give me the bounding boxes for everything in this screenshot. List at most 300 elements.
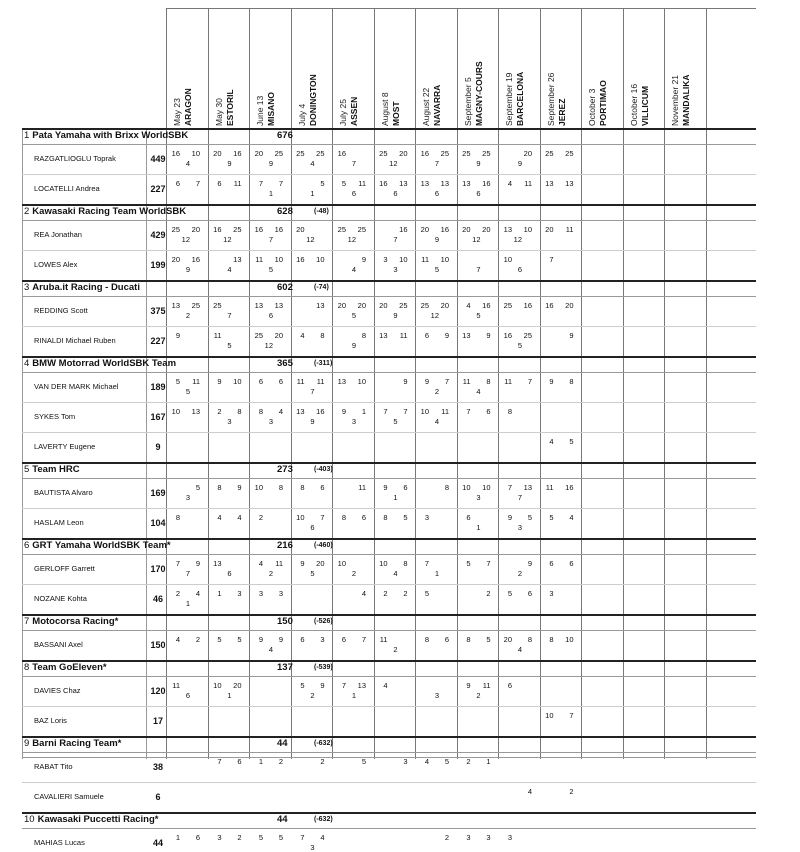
round-date: May 23 [172, 98, 182, 126]
team-label: Team GoEleven* [32, 662, 107, 673]
race-result: 20 [316, 559, 325, 568]
race-result: 9 [393, 311, 398, 320]
race-result: 2 [310, 691, 315, 700]
team-separator [22, 660, 756, 662]
race-result: 25 [482, 149, 491, 158]
round-header-label [338, 8, 372, 126]
race-result: 10 [565, 635, 574, 644]
race-result: 4 [424, 757, 429, 766]
race-result: 10 [191, 149, 200, 158]
race-result: 9 [268, 159, 273, 168]
race-result: 9 [300, 559, 305, 568]
team-name [24, 281, 140, 295]
round-date: October 3 [587, 88, 597, 126]
round-header-label [172, 8, 206, 126]
race-result: 9 [517, 159, 522, 168]
race-result: 8 [175, 513, 180, 522]
round-header-label [504, 8, 538, 126]
race-result: 1 [258, 757, 263, 766]
race-result: 5 [476, 311, 481, 320]
race-result: 4 [476, 387, 481, 396]
race-result: 5 [517, 341, 522, 350]
race-result: 10 [440, 255, 449, 264]
race-result: 5 [185, 387, 190, 396]
race-result: 2 [393, 645, 398, 654]
race-result: 25 [191, 301, 200, 310]
rider-name: RINALDI Michael Ruben [34, 336, 116, 345]
points-column-divider [146, 128, 147, 759]
rider-points: 150 [150, 640, 166, 650]
round-header-label [587, 8, 621, 126]
race-result: 1 [393, 493, 398, 502]
round-date: October 16 [628, 83, 639, 126]
race-result: 2 [278, 757, 283, 766]
race-result: 7 [300, 833, 305, 842]
race-result: 16 [316, 407, 325, 416]
team-gap: (-632) [314, 740, 333, 747]
race-result: 6 [278, 377, 283, 386]
race-result: 7 [424, 559, 429, 568]
race-result: 9 [237, 483, 242, 492]
race-result: 11 [358, 483, 366, 492]
team-name [24, 539, 171, 553]
race-result: 5 [466, 559, 471, 568]
race-result: 2 [195, 635, 200, 644]
race-result: 13 [274, 301, 283, 310]
rider-name: REA Jonathan [34, 230, 82, 239]
race-result: 13 [357, 681, 366, 690]
team-position: 4 [24, 358, 30, 369]
race-result: 12 [347, 235, 356, 244]
race-result: 7 [517, 493, 522, 502]
race-result: 25 [399, 301, 408, 310]
race-result: 16 [545, 301, 554, 310]
left-border [22, 128, 23, 759]
rider-name: NOZANE Kohta [34, 594, 87, 603]
rider-name: MAHIAS Lucas [34, 838, 85, 847]
rider-points: 44 [152, 838, 163, 848]
race-result: 6 [361, 513, 366, 522]
race-result: 10 [462, 483, 471, 492]
race-result: 16 [379, 179, 388, 188]
race-result: 2 [486, 589, 491, 598]
team-gap: (-526) [314, 618, 333, 625]
race-result: 12 [472, 235, 481, 244]
column-divider [623, 8, 624, 759]
race-result: 5 [320, 179, 325, 188]
round-header [166, 8, 207, 126]
race-result: 4 [507, 179, 512, 188]
race-result: 5 [569, 437, 574, 446]
race-result: 4 [517, 645, 522, 654]
race-result: 7 [175, 559, 180, 568]
race-result: 2 [351, 569, 356, 578]
race-result: 12 [430, 311, 439, 320]
race-result: 25 [274, 149, 283, 158]
team-total: 676 [277, 130, 293, 141]
race-result: 25 [462, 149, 471, 158]
race-result: 3 [424, 513, 429, 522]
race-result: 9 [403, 377, 408, 386]
race-result: 5 [403, 513, 408, 522]
rider-separator [22, 174, 756, 175]
race-result: 5 [195, 483, 200, 492]
rider-points: 189 [150, 382, 166, 392]
race-result: 5 [341, 179, 346, 188]
race-result: 9 [466, 681, 471, 690]
race-result: 4 [258, 559, 263, 568]
team-position: 10 [24, 814, 35, 825]
race-result: 7 [403, 407, 408, 416]
race-result: 4 [278, 407, 283, 416]
race-result: 4 [383, 681, 388, 690]
race-result: 2 [258, 513, 263, 522]
race-result: 9 [444, 331, 449, 340]
round-date: September 26 [545, 72, 556, 126]
race-result: 9 [195, 559, 200, 568]
team-position: 6 [24, 540, 30, 551]
rider-name: HASLAM Leon [34, 518, 84, 527]
team-label: Kawasaki Puccetti Racing* [37, 814, 159, 825]
race-result: 11 [255, 255, 263, 264]
race-result: 8 [424, 635, 429, 644]
rider-points: 9 [155, 442, 161, 452]
race-result: 11 [192, 377, 200, 386]
rider-name: RAZGATLIOGLU Toprak [34, 154, 116, 163]
race-result: 10 [399, 255, 408, 264]
round-venue: ESTORIL [224, 89, 235, 126]
race-result: 16 [171, 149, 180, 158]
race-result: 13 [316, 301, 325, 310]
race-result: 25 [233, 225, 242, 234]
race-result: 7 [444, 377, 449, 386]
race-result: 8 [278, 483, 283, 492]
race-result: 6 [527, 589, 532, 598]
round-header-label [214, 8, 248, 126]
race-result: 11 [545, 483, 554, 492]
rider-name: BASSANI Axel [34, 640, 83, 649]
race-result: 5 [227, 341, 232, 350]
race-result: 3 [507, 833, 512, 842]
round-header [457, 8, 498, 126]
race-result: 20 [191, 225, 200, 234]
race-result: 10 [337, 559, 346, 568]
column-divider [581, 8, 582, 759]
race-result: 2 [476, 691, 481, 700]
race-result: 11 [233, 179, 242, 188]
team-label: Motocorsa Racing* [32, 616, 119, 627]
race-result: 20 [213, 149, 222, 158]
team-gap: (-311) [314, 360, 333, 367]
race-result: 6 [258, 377, 263, 386]
race-result: 3 [517, 523, 522, 532]
race-result: 11 [172, 681, 180, 690]
rider-points: 38 [152, 762, 163, 772]
rider-points: 46 [152, 594, 163, 604]
race-result: 5 [393, 417, 398, 426]
race-result: 10 [316, 255, 325, 264]
team-name [24, 615, 118, 629]
race-result: 3 [237, 589, 242, 598]
race-result: 1 [351, 691, 356, 700]
race-result: 6 [300, 635, 305, 644]
race-result: 7 [185, 569, 190, 578]
team-total: 137 [277, 662, 293, 673]
race-result: 5 [444, 757, 449, 766]
race-result: 20 [440, 301, 449, 310]
race-result: 16 [337, 149, 346, 158]
race-result: 1 [185, 599, 190, 608]
rider-separator [22, 402, 756, 403]
race-result: 6 [351, 189, 356, 198]
team-label: Aruba.it Racing - Ducati [32, 282, 140, 293]
round-venue: JEREZ [556, 98, 567, 126]
race-result: 2 [403, 589, 408, 598]
race-result: 16 [254, 225, 263, 234]
race-result: 9 [527, 559, 532, 568]
race-result: 20 [296, 225, 305, 234]
race-result: 8 [300, 483, 305, 492]
team-separator [22, 736, 756, 738]
team-gap: (-460) [314, 542, 333, 549]
rider-points: 104 [150, 518, 166, 528]
race-result: 3 [227, 417, 232, 426]
race-result: 1 [310, 189, 315, 198]
round-venue: VILLICUM [639, 85, 650, 126]
race-result: 5 [217, 635, 222, 644]
race-result: 1 [227, 691, 232, 700]
team-label: Team HRC [32, 464, 80, 475]
race-result: 6 [466, 513, 471, 522]
race-result: 10 [233, 377, 242, 386]
round-venue: ARAGON [183, 88, 193, 126]
race-result: 7 [310, 387, 315, 396]
race-result: 5 [258, 833, 263, 842]
race-result: 9 [569, 331, 574, 340]
race-result: 11 [399, 331, 408, 340]
race-result: 9 [310, 417, 315, 426]
race-result: 3 [383, 255, 388, 264]
race-result: 9 [507, 513, 512, 522]
race-result: 13 [296, 407, 305, 416]
round-header-label [546, 8, 580, 126]
round-venue: BARCELONA [515, 71, 525, 126]
race-result: 9 [383, 483, 388, 492]
round-header [208, 8, 249, 126]
race-result: 12 [389, 159, 398, 168]
race-result: 2 [569, 787, 574, 796]
race-result: 6 [507, 681, 512, 690]
race-result: 11 [358, 179, 366, 188]
race-result: 9 [175, 331, 180, 340]
race-result: 2 [517, 569, 522, 578]
race-result: 10 [357, 377, 366, 386]
rider-points: 227 [150, 336, 166, 346]
race-result: 8 [341, 513, 346, 522]
round-header [498, 8, 539, 126]
race-result: 3 [393, 265, 398, 274]
race-result: 12 [223, 235, 232, 244]
race-result: 4 [361, 589, 366, 598]
rider-separator [22, 250, 756, 251]
column-divider [706, 8, 707, 759]
race-result: 13 [233, 255, 242, 264]
race-result: 5 [237, 635, 242, 644]
race-result: 9 [424, 377, 429, 386]
race-result: 2 [237, 833, 242, 842]
race-result: 12 [306, 235, 315, 244]
team-name [24, 463, 80, 477]
race-result: 25 [379, 149, 388, 158]
rider-points: 429 [150, 230, 166, 240]
team-separator [22, 462, 756, 464]
race-result: 13 [565, 179, 574, 188]
race-result: 12 [513, 235, 522, 244]
race-result: 16 [440, 225, 449, 234]
race-result: 9 [486, 331, 491, 340]
race-result: 4 [310, 159, 315, 168]
race-result: 11 [421, 255, 429, 264]
rider-separator [22, 676, 756, 677]
race-result: 4 [320, 833, 325, 842]
team-position: 1 [24, 130, 30, 141]
team-label: GRT Yamaha WorldSBK Team* [32, 540, 171, 551]
team-total: 44 [277, 738, 288, 749]
race-result: 20 [399, 149, 408, 158]
race-result: 8 [466, 635, 471, 644]
race-result: 16 [274, 225, 283, 234]
race-result: 9 [434, 235, 439, 244]
round-header [332, 8, 373, 126]
race-result: 11 [462, 377, 471, 386]
rider-separator [22, 828, 756, 829]
race-result: 7 [476, 265, 481, 274]
race-result: 20 [233, 681, 242, 690]
team-position: 5 [24, 464, 30, 475]
team-name [24, 205, 186, 219]
race-result: 13 [399, 179, 408, 188]
race-result: 3 [434, 691, 439, 700]
race-result: 8 [403, 559, 408, 568]
race-result: 5 [351, 311, 356, 320]
race-result: 25 [420, 301, 429, 310]
race-result: 4 [227, 265, 232, 274]
round-venue: MISANO [266, 92, 276, 126]
rider-points: 170 [150, 564, 166, 574]
race-result: 2 [444, 833, 449, 842]
race-result: 13 [545, 179, 554, 188]
race-result: 13 [462, 331, 471, 340]
round-date: August 8 [379, 92, 390, 126]
race-result: 25 [296, 149, 305, 158]
race-result: 2 [217, 407, 222, 416]
race-result: 7 [569, 711, 574, 720]
team-name [24, 813, 159, 827]
race-result: 7 [507, 483, 512, 492]
rider-name: GERLOFF Garrett [34, 564, 95, 573]
round-header-label [670, 8, 704, 126]
race-result: 11 [296, 377, 305, 386]
rider-points: 375 [150, 306, 166, 316]
team-position: 7 [24, 616, 30, 627]
race-result: 10 [523, 225, 532, 234]
team-total: 150 [277, 616, 293, 627]
race-result: 5 [527, 513, 532, 522]
round-venue: MOST [390, 101, 401, 126]
race-result: 11 [441, 407, 449, 416]
race-result: 5 [268, 265, 273, 274]
rider-separator [22, 220, 756, 221]
race-result: 4 [268, 645, 273, 654]
rider-name: LAVERTY Eugene [34, 442, 96, 451]
race-result: 1 [217, 589, 222, 598]
race-result: 9 [476, 159, 481, 168]
rider-separator [22, 326, 756, 327]
race-result: 11 [504, 377, 512, 386]
race-result: 9 [351, 341, 356, 350]
race-result: 7 [383, 407, 388, 416]
rider-points: 167 [150, 412, 166, 422]
round-header [664, 8, 705, 126]
race-result: 10 [379, 559, 388, 568]
race-result: 3 [320, 635, 325, 644]
race-result: 6 [517, 265, 522, 274]
team-name [24, 737, 121, 751]
race-result: 10 [213, 681, 222, 690]
rider-points: 17 [152, 716, 163, 726]
race-result: 3 [476, 493, 481, 502]
race-result: 4 [569, 513, 574, 522]
race-result: 3 [258, 589, 263, 598]
race-result: 16 [565, 483, 574, 492]
round-date: September 5 [462, 77, 473, 126]
race-result: 4 [175, 635, 180, 644]
round-date: August 22 [421, 87, 431, 126]
race-result: 8 [549, 635, 554, 644]
race-result: 6 [444, 635, 449, 644]
race-result: 20 [503, 635, 512, 644]
round-venue: PORTIMAO [598, 80, 608, 126]
race-result: 11 [213, 331, 222, 340]
race-result: 1 [434, 569, 439, 578]
race-result: 6 [476, 189, 481, 198]
race-result: 5 [424, 589, 429, 598]
race-result: 20 [523, 149, 532, 158]
team-total: 602 [277, 282, 293, 293]
race-result: 25 [337, 225, 346, 234]
race-result: 6 [268, 311, 273, 320]
race-result: 4 [549, 437, 554, 446]
round-date: September 19 [504, 72, 514, 126]
race-result: 10 [296, 513, 305, 522]
race-result: 9 [320, 681, 325, 690]
race-result: 12 [181, 235, 190, 244]
team-gap: (-539) [314, 664, 333, 671]
race-result: 13 [503, 225, 512, 234]
race-result: 16 [503, 331, 512, 340]
team-gap: (-403) [314, 466, 333, 473]
team-label: BMW Motorrad WorldSBK Team [32, 358, 177, 369]
rider-name: BAUTISTA Alvaro [34, 488, 93, 497]
rider-separator [22, 554, 756, 555]
race-result: 16 [233, 149, 242, 158]
race-result: 11 [275, 559, 283, 568]
round-venue: NAVARRA [432, 84, 442, 126]
race-result: 6 [549, 559, 554, 568]
rider-separator [22, 782, 756, 783]
team-name [24, 129, 188, 143]
round-header [415, 8, 456, 126]
